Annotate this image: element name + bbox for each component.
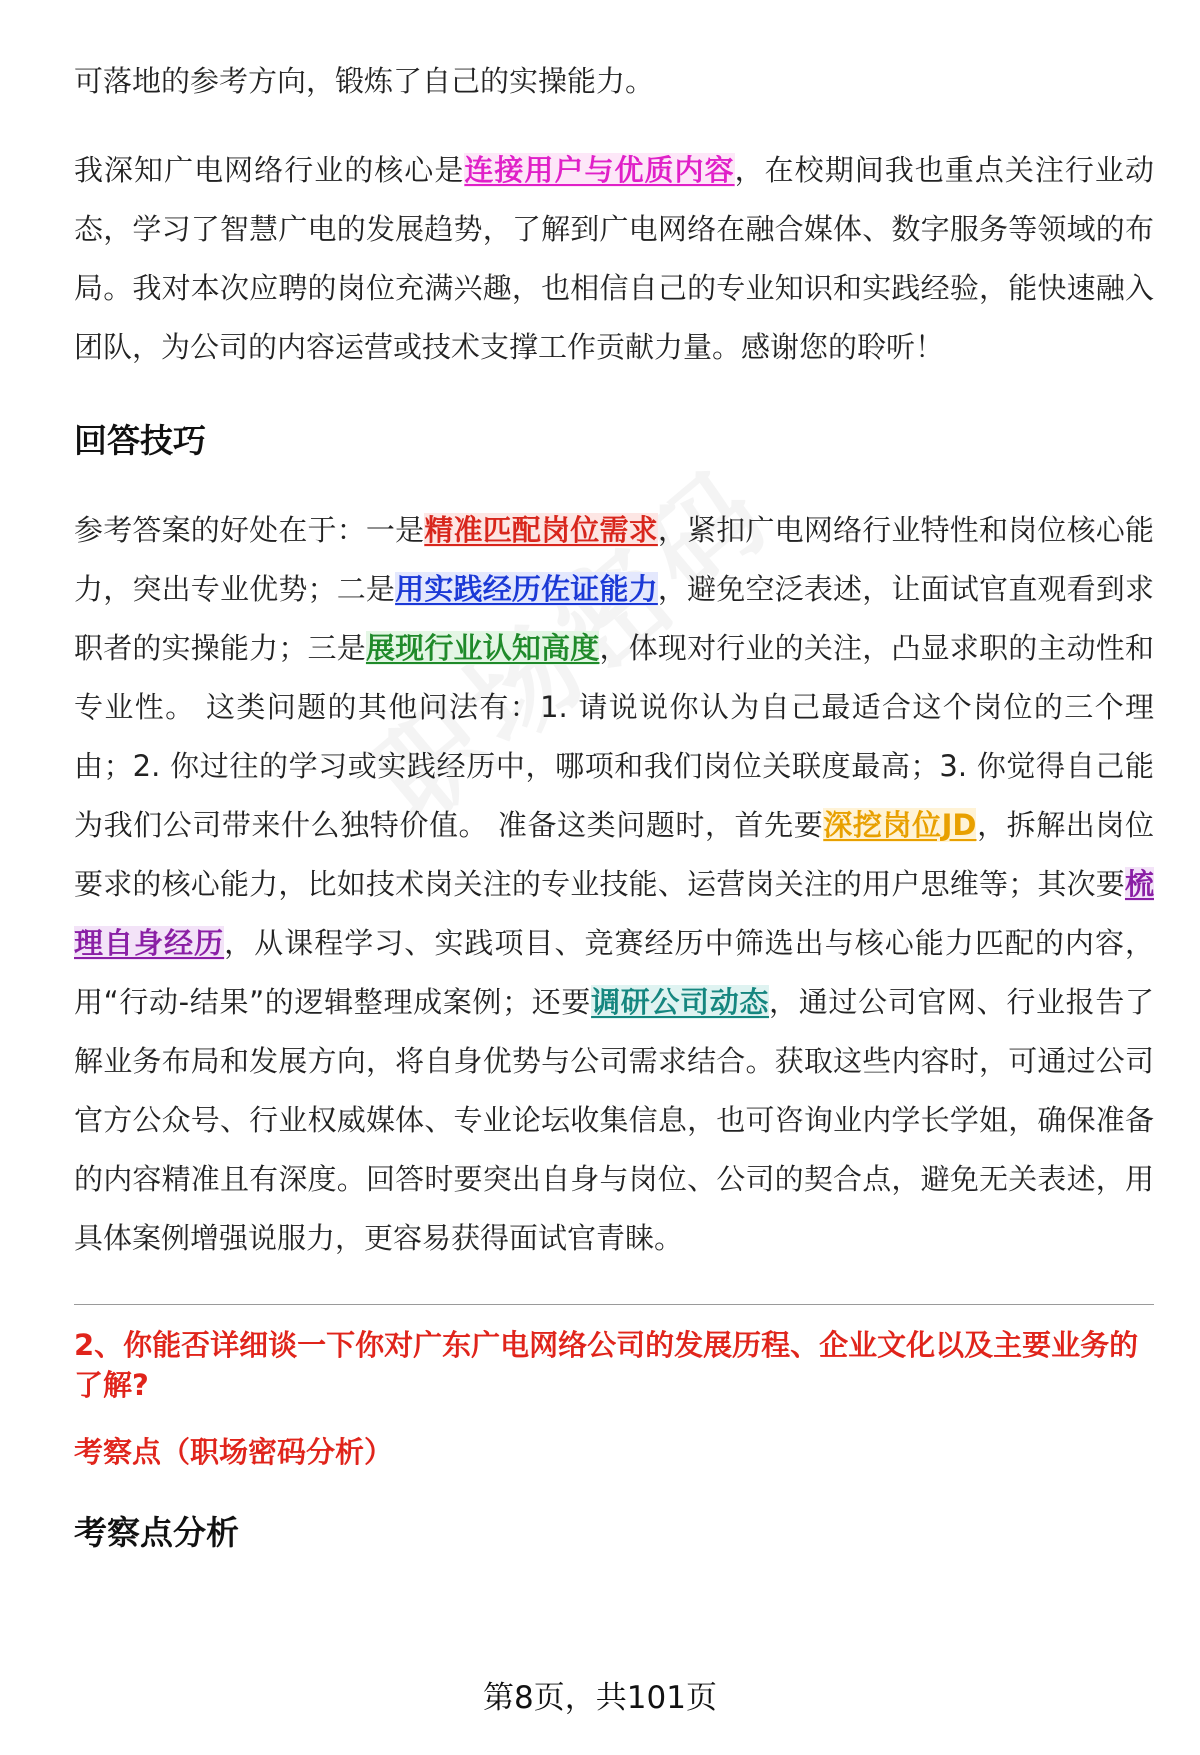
exam-point-label: 考察点（职场密码分析） (74, 1435, 394, 1469)
text-segment: ，通过公司官网、行业报告了解业务布局和发展方向，将自身优势与公司需求结合。获取这些内容时，可通过公司官方公众号、行业权威媒体、专业论坛收集信息，也可咨询业内学长学姐，确保准备的内容精准且有深度。回答时要突出自身与岗位、公司的契合点，避免无关表述，用具体案例增强说服力，更容易获得面试官青睐。 (74, 985, 1154, 1255)
question-2: 2、你能否详细谈一下你对广东广电网络公司的发展历程、企业文化以及主要业务的了解? (74, 1328, 1139, 1402)
page-number: 第8页，共101页 (483, 1680, 717, 1716)
highlight-match-job: 精准匹配岗位需求 (424, 513, 658, 547)
paragraph-industry-core (74, 141, 1154, 377)
paragraph-intro-end: 可落地的参考方向，锻炼了自己的实操能力。 (74, 64, 655, 98)
highlight-sort-experience: 梳理自身经历 (74, 867, 1154, 960)
text-segment: ，拆解出岗位要求的核心能力，比如技术岗关注的专业技能、运营岗关注的用户思维等；其次要 (74, 808, 1154, 901)
section-divider (74, 1304, 1154, 1305)
highlight-practice-proof: 用实践经历佐证能力 (395, 572, 658, 606)
highlight-connect-users: 连接用户与优质内容 (464, 153, 735, 187)
section-title-exam-analysis: 考察点分析 (74, 1513, 239, 1552)
paragraph-answer-tips (74, 501, 1154, 1268)
text-segment: ，从课程学习、实践项目、竞赛经历中筛选出与核心能力匹配的内容，用“行动-结果”的逻辑整理成案例；还要 (74, 926, 1154, 1019)
text-segment: ，紧扣广电网络行业特性和岗位核心能力，突出专业优势；二是 (74, 513, 1154, 606)
document-content (74, 52, 1154, 1563)
text-segment: ，在校期间我也重点关注行业动态，学习了智慧广电的发展趋势，了解到广电网络在融合媒体、数字服务等领域的布局。我对本次应聘的岗位充满兴趣，也相信自己的专业知识和实践经验，能快速融入团队，为公司的内容运营或技术支撑工作贡献力量。感谢您的聆听！ (74, 153, 1154, 364)
highlight-industry-insight: 展现行业认知高度 (365, 631, 600, 665)
highlight-research-company: 调研公司动态 (591, 985, 770, 1019)
text-segment: 我深知广电网络行业的核心是 (74, 153, 465, 187)
section-title-answer-tips: 回答技巧 (74, 421, 206, 460)
highlight-dig-jd: 深挖岗位JD (823, 808, 977, 842)
text-segment: 参考答案的好处在于：一是 (74, 513, 425, 547)
text-segment: ，避免空泛表述，让面试官直观看到求职者的实操能力；三是 (74, 572, 1154, 665)
text-segment: ，体现对行业的关注，凸显求职的主动性和专业性。 这类问题的其他问法有：1. 请说说你认为自己最适合这个岗位的三个理由；2. 你过往的学习或实践经历中，哪项和我们岗位关联度最高；3. 你觉得自己能为我们公司带来什么独特价值。 准备这类问题时，首先要 (74, 631, 1154, 842)
